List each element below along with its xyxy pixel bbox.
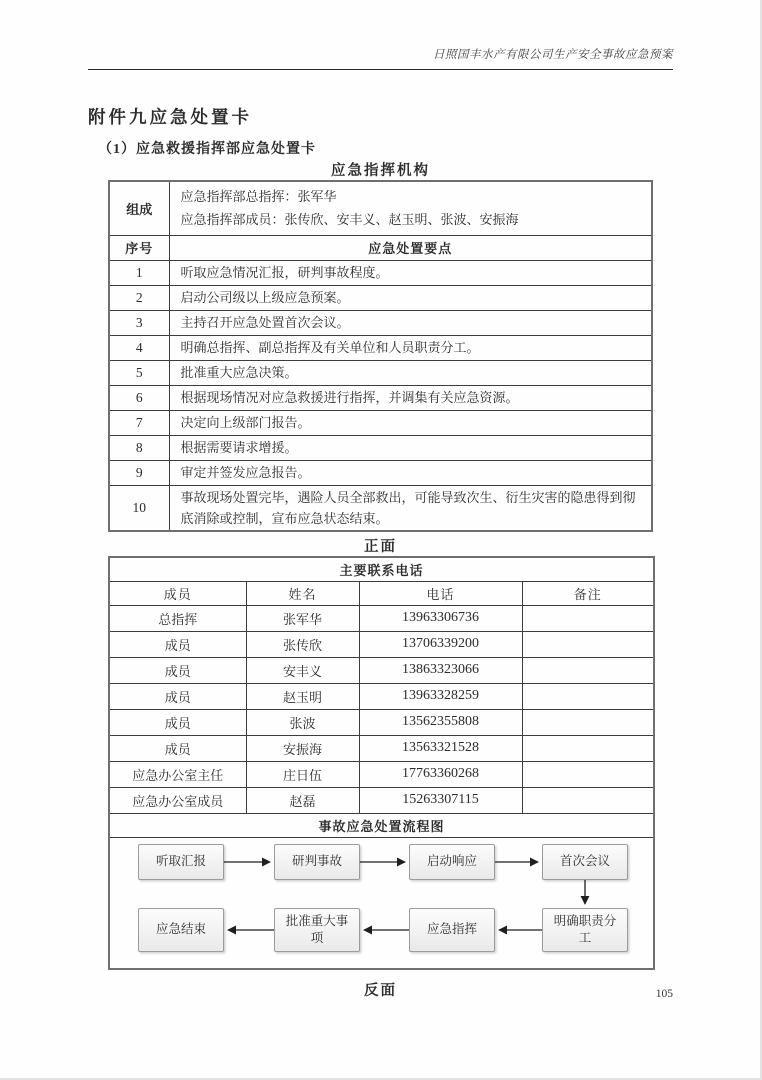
row-point-cell: 审定并签发应急报告。 <box>169 460 652 485</box>
row-no-cell: 1 <box>109 260 169 285</box>
role-cell: 应急办公室成员 <box>109 787 246 813</box>
table-row <box>109 410 652 435</box>
table-row <box>109 657 654 683</box>
back-side-label: 反面 <box>364 982 397 999</box>
role-cell: 总指挥 <box>109 605 246 631</box>
flow-node-assess-incident: 研判事故 <box>274 844 360 880</box>
flow-node-first-meeting: 首次会议 <box>542 844 628 880</box>
note-cell <box>522 657 654 683</box>
note-cell <box>522 735 654 761</box>
col-phone-header: 电话 <box>359 581 522 605</box>
row-no-cell: 8 <box>109 435 169 460</box>
row-no-cell: 4 <box>109 335 169 360</box>
role-cell: 成员 <box>109 657 246 683</box>
name-cell: 赵磊 <box>246 787 359 813</box>
table-header-row <box>109 581 654 605</box>
header-rule <box>88 69 673 70</box>
note-cell <box>522 709 654 735</box>
table-row <box>109 385 652 410</box>
name-cell: 庄日伍 <box>246 761 359 787</box>
table-row <box>109 631 654 657</box>
flowchart-cell <box>109 837 654 969</box>
note-cell <box>522 761 654 787</box>
note-cell <box>522 683 654 709</box>
note-cell <box>522 605 654 631</box>
table-row <box>109 787 654 813</box>
row-no-cell: 9 <box>109 460 169 485</box>
note-cell <box>522 787 654 813</box>
table-row <box>109 181 652 235</box>
composition-label-cell: 组成 <box>109 181 169 235</box>
role-cell: 成员 <box>109 735 246 761</box>
col-name-header: 姓名 <box>246 581 359 605</box>
table-row <box>109 335 652 360</box>
name-cell: 安丰义 <box>246 657 359 683</box>
attachment-title: 附件九应急处置卡 <box>88 107 252 127</box>
phone-cell: 15263307115 <box>359 787 522 813</box>
name-cell: 张军华 <box>246 605 359 631</box>
row-point-cell: 主持召开应急处置首次会议。 <box>169 310 652 335</box>
role-cell: 成员 <box>109 631 246 657</box>
row-no-cell: 2 <box>109 285 169 310</box>
page-number: 105 <box>655 988 673 1000</box>
table-row <box>109 310 652 335</box>
command-table-caption: 应急指挥机构 <box>331 163 430 179</box>
row-point-cell: 根据需要请求增援。 <box>169 435 652 460</box>
row-point-cell: 启动公司级以上级应急预案。 <box>169 285 652 310</box>
table-row <box>109 709 654 735</box>
row-no-cell: 5 <box>109 360 169 385</box>
flow-node-emergency-end: 应急结束 <box>138 908 224 952</box>
flow-node-listen-report: 听取汇报 <box>138 844 224 880</box>
col-points-header: 应急处置要点 <box>169 235 652 260</box>
table-header-row <box>109 235 652 260</box>
flowchart-title-row <box>109 813 654 837</box>
flowchart-title: 事故应急处置流程图 <box>109 813 654 837</box>
table-row <box>109 605 654 631</box>
table-row <box>109 485 652 531</box>
table-row <box>109 435 652 460</box>
table-row <box>109 460 652 485</box>
composition-content-cell <box>169 181 652 235</box>
row-point-cell: 根据现场情况对应急救援进行指挥，并调集有关应急资源。 <box>169 385 652 410</box>
name-cell: 张传欣 <box>246 631 359 657</box>
composition-line-2: 应急指挥部成员：张传欣、安丰义、赵玉明、张波、安振海 <box>180 212 519 228</box>
row-point-cell: 批准重大应急决策。 <box>169 360 652 385</box>
name-cell: 赵玉明 <box>246 683 359 709</box>
row-point-cell: 决定向上级部门报告。 <box>169 410 652 435</box>
flow-node-emergency-command: 应急指挥 <box>409 908 495 952</box>
table-row <box>109 285 652 310</box>
role-cell: 成员 <box>109 709 246 735</box>
command-table <box>108 180 653 532</box>
table-title-row <box>109 557 654 581</box>
row-point-cell: 事故现场处置完毕，遇险人员全部救出，可能导致次生、衍生灾害的隐患得到彻底消除或控制，宣布应急状态结束。 <box>169 485 652 531</box>
flow-node-clarify-duties: 明确职责分工 <box>542 908 628 952</box>
table-row <box>109 260 652 285</box>
note-cell <box>522 631 654 657</box>
flow-node-start-response: 启动响应 <box>409 844 495 880</box>
table-row <box>109 360 652 385</box>
col-no-header: 序号 <box>109 235 169 260</box>
table-row <box>109 683 654 709</box>
flowchart <box>110 838 653 968</box>
flow-node-approve-major-items: 批准重大事项 <box>274 908 360 952</box>
phone-cell: 13963328259 <box>359 683 522 709</box>
running-header: 日照国丰水产有限公司生产安全事故应急预案 <box>433 49 673 61</box>
phone-cell: 13562355808 <box>359 709 522 735</box>
phone-cell: 13706339200 <box>359 631 522 657</box>
row-point-cell: 听取应急情况汇报，研判事故程度。 <box>169 260 652 285</box>
contact-table-title: 主要联系电话 <box>109 557 654 581</box>
phone-cell: 13863323066 <box>359 657 522 683</box>
contact-table <box>108 556 655 970</box>
name-cell: 安振海 <box>246 735 359 761</box>
role-cell: 成员 <box>109 683 246 709</box>
composition-line-1: 应急指挥部总指挥：张军华 <box>180 189 337 205</box>
phone-cell: 13963306736 <box>359 605 522 631</box>
table-row <box>109 761 654 787</box>
card-subtitle: （1）应急救援指挥部应急处置卡 <box>98 142 316 157</box>
role-cell: 应急办公室主任 <box>109 761 246 787</box>
row-no-cell: 6 <box>109 385 169 410</box>
name-cell: 张波 <box>246 709 359 735</box>
row-no-cell: 3 <box>109 310 169 335</box>
table-row <box>109 735 654 761</box>
row-no-cell: 10 <box>109 485 169 531</box>
col-member-header: 成员 <box>109 581 246 605</box>
row-point-cell: 明确总指挥、副总指挥及有关单位和人员职责分工。 <box>169 335 652 360</box>
phone-cell: 13563321528 <box>359 735 522 761</box>
row-no-cell: 7 <box>109 410 169 435</box>
front-side-label: 正面 <box>364 539 397 555</box>
col-note-header: 备注 <box>522 581 654 605</box>
phone-cell: 17763360268 <box>359 761 522 787</box>
flowchart-row <box>109 837 654 969</box>
